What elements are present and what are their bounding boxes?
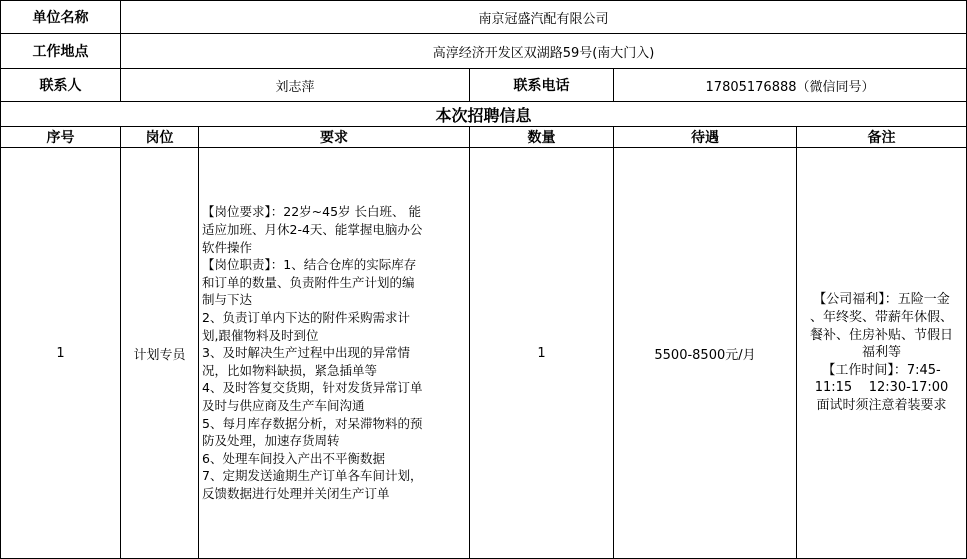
column-header-index: 序号	[1, 127, 121, 148]
column-header-notes: 备注	[797, 127, 967, 148]
contact-name: 刘志萍	[121, 69, 470, 102]
requirement-line: 3、及时解决生产过程中出现的异常情	[202, 345, 410, 361]
column-header-requirements: 要求	[199, 127, 470, 148]
job-salary: 5500-8500元/月	[614, 148, 797, 559]
requirement-line: 6、处理车间投入产出不平衡数据	[202, 450, 385, 466]
phone-label: 联系电话	[470, 69, 614, 102]
section-title: 本次招聘信息	[1, 102, 967, 127]
requirement-line: 4、及时答复交货期，针对发货异常订单	[202, 380, 423, 396]
phone-value: 17805176888（微信同号）	[614, 69, 967, 102]
requirement-line: 反馈数据进行处理并关闭生产订单	[202, 485, 390, 501]
location-value: 高淳经济开发区双湖路59号(南大门入)	[121, 34, 967, 69]
job-quantity: 1	[470, 148, 614, 559]
contact-row	[1, 69, 967, 102]
requirement-line: 2、负责订单内下达的附件采购需求计	[202, 310, 410, 326]
company-label: 单位名称	[1, 1, 121, 34]
job-index: 1	[1, 148, 121, 559]
location-row	[1, 34, 967, 69]
requirement-line: 【岗位要求】：22岁~45岁 长白班、 能	[202, 204, 421, 220]
note-line: 福利等	[862, 345, 902, 361]
column-header-quantity: 数量	[470, 127, 614, 148]
note-line: 面试时须注意着装要求	[816, 397, 947, 413]
location-label: 工作地点	[1, 34, 121, 69]
requirement-line: 5、每月库存数据分析，对呆滞物料的预	[202, 415, 423, 431]
requirement-line: 划,跟催物料及时到位	[202, 327, 319, 343]
requirement-line: 制与下达	[202, 292, 253, 308]
note-line: 、年终奖、带薪年休假、	[810, 310, 954, 326]
requirement-line: 【岗位职责】：1、结合仓库的实际库存	[202, 257, 417, 273]
job-notes	[797, 148, 967, 559]
requirement-line: 7、定期发送逾期生产订单各车间计划，	[202, 468, 423, 484]
note-line: 餐补、住房补贴、节假日	[810, 327, 954, 343]
requirement-line: 适应加班、月休2-4天、能掌握电脑办公	[202, 222, 423, 238]
company-row	[1, 1, 967, 34]
requirement-line: 软件操作	[202, 239, 253, 255]
job-position: 计划专员	[121, 148, 199, 559]
company-name: 南京冠盛汽配有限公司	[121, 1, 967, 34]
requirement-line: 及时与供应商及生产车间沟通	[202, 397, 365, 413]
section-title-row	[1, 102, 967, 127]
requirement-line: 况，比如物料缺损，紧急插单等	[202, 362, 378, 378]
requirement-line: 防及处理，加速存货周转	[202, 433, 340, 449]
note-line: 【公司福利】：五险一金	[813, 292, 950, 308]
job-row	[1, 148, 967, 559]
requirement-line: 和订单的数量、负责附件生产计划的编	[202, 274, 415, 290]
column-header-position: 岗位	[121, 127, 199, 148]
contact-label: 联系人	[1, 69, 121, 102]
column-header-row	[1, 127, 967, 148]
note-line: 11:15 12:30-17:00	[814, 380, 949, 396]
job-requirements	[199, 148, 470, 559]
column-header-salary: 待遇	[614, 127, 797, 148]
note-line: 【工作时间】：7:45-	[822, 362, 941, 378]
